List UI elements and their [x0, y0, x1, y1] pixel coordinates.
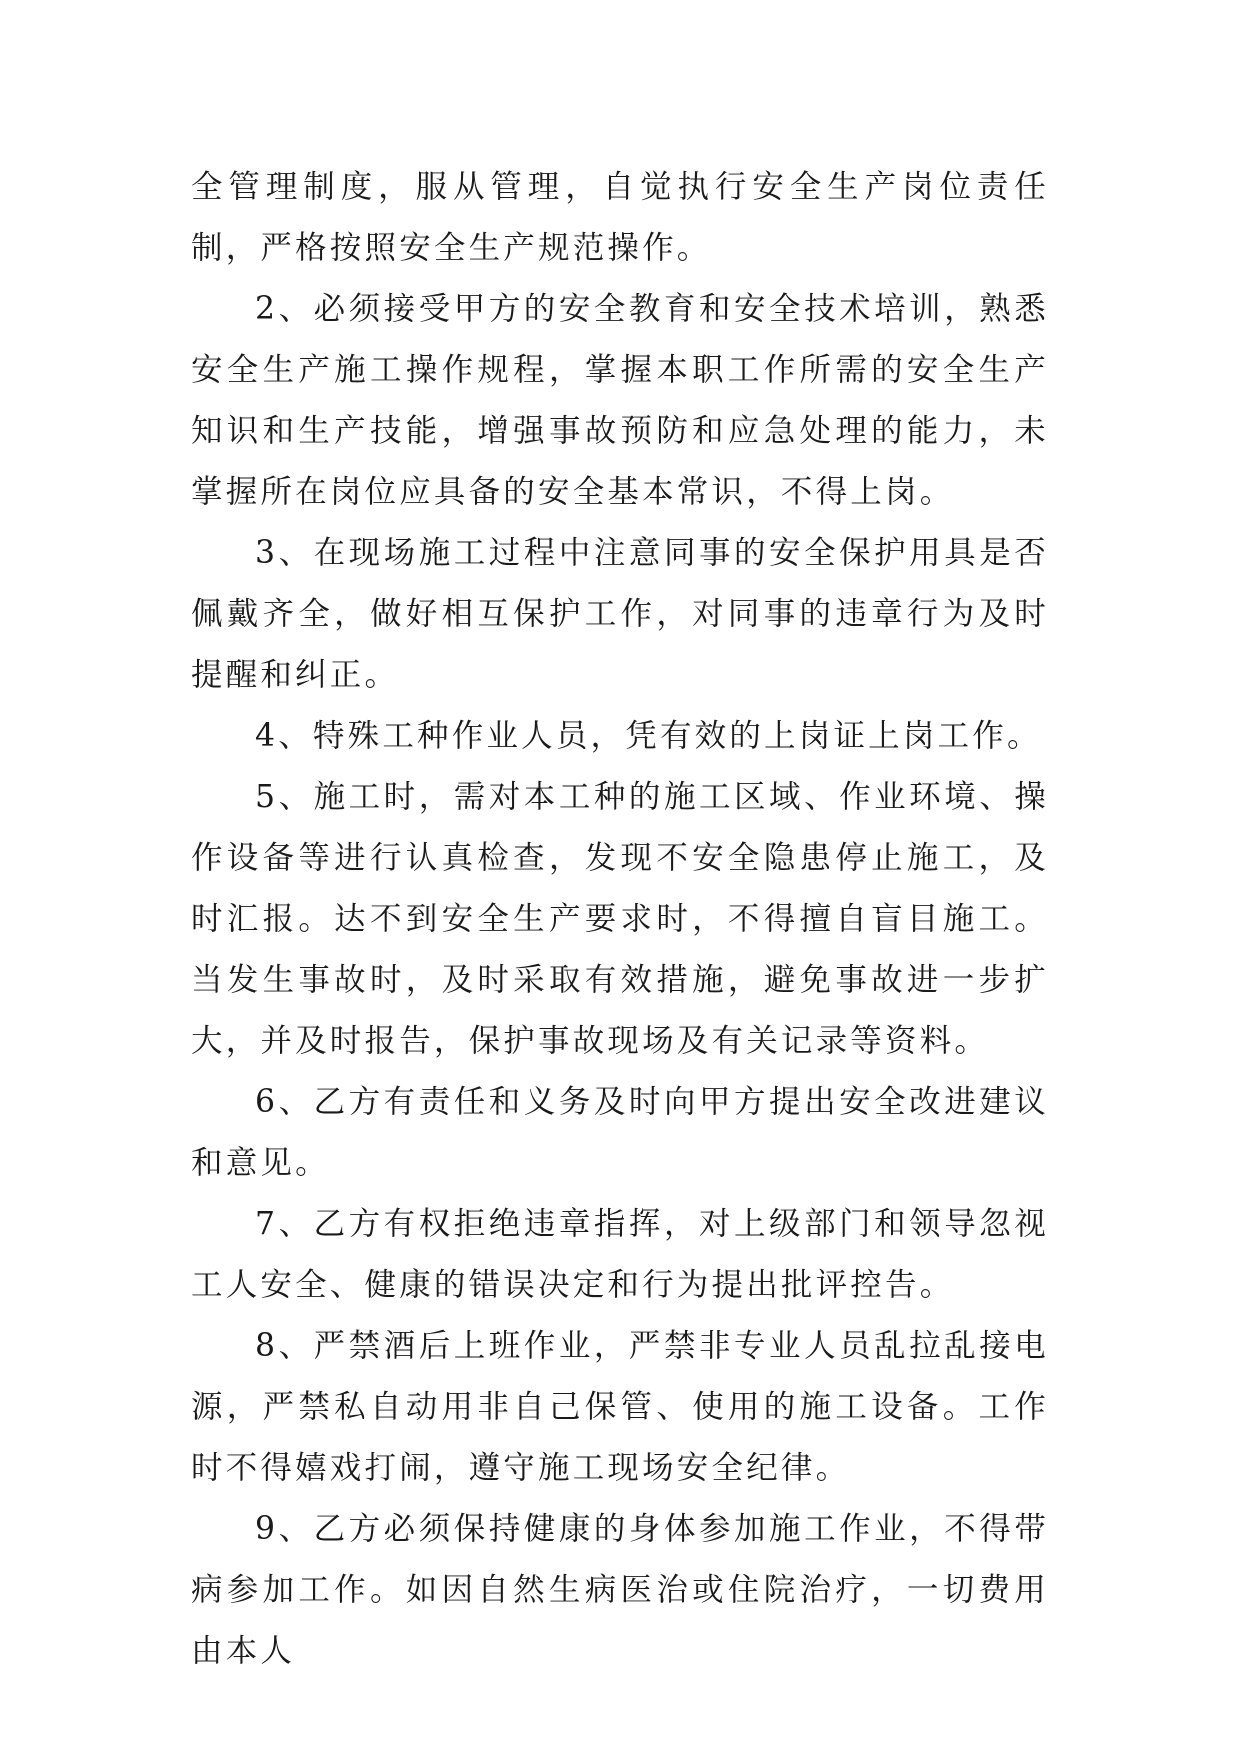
- document-body: [191, 157, 1049, 1682]
- paragraph-clause-3: 3、在现场施工过程中注意同事的安全保护用具是否佩戴齐全，做好相互保护工作，对同事的违章行为及时提醒和纠正。: [191, 535, 1049, 693]
- paragraph-clause-6: 6、乙方有责任和义务及时向甲方提出安全改进建议和意见。: [191, 1084, 1049, 1181]
- paragraph-clause-4: 4、特殊工种作业人员，凭有效的上岗证上岗工作。: [255, 718, 1042, 754]
- paragraph-clause-7: 7、乙方有权拒绝违章指挥，对上级部门和领导忽视工人安全、健康的错误决定和行为提出批评控告。: [191, 1206, 1049, 1303]
- paragraph-clause-8: 8、严禁酒后上班作业，严禁非专业人员乱拉乱接电源，严禁私自动用非自己保管、使用的施工设备。工作时不得嬉戏打闹，遵守施工现场安全纪律。: [191, 1328, 1049, 1486]
- paragraph-clause-5: 5、施工时，需对本工种的施工区域、作业环境、操作设备等进行认真检查，发现不安全隐患停止施工，及时汇报。达不到安全生产要求时，不得擅自盲目施工。当发生事故时，及时采取有效措施，避免事故进一步扩大，并及时报告，保护事故现场及有关记录等资料。: [191, 779, 1049, 1059]
- paragraph-clause-9: 9、乙方必须保持健康的身体参加施工作业，不得带病参加工作。如因自然生病医治或住院治疗，一切费用由本人: [191, 1511, 1049, 1669]
- paragraph-clause-2: 2、必须接受甲方的安全教育和安全技术培训，熟悉安全生产施工操作规程，掌握本职工作所需的安全生产知识和生产技能，增强事故预防和应急处理的能力，未掌握所在岗位应具备的安全基本常识，不得上岗。: [191, 291, 1049, 510]
- paragraph-continuation: 全管理制度，服从管理，自觉执行安全生产岗位责任制，严格按照安全生产规范操作。: [191, 169, 1049, 266]
